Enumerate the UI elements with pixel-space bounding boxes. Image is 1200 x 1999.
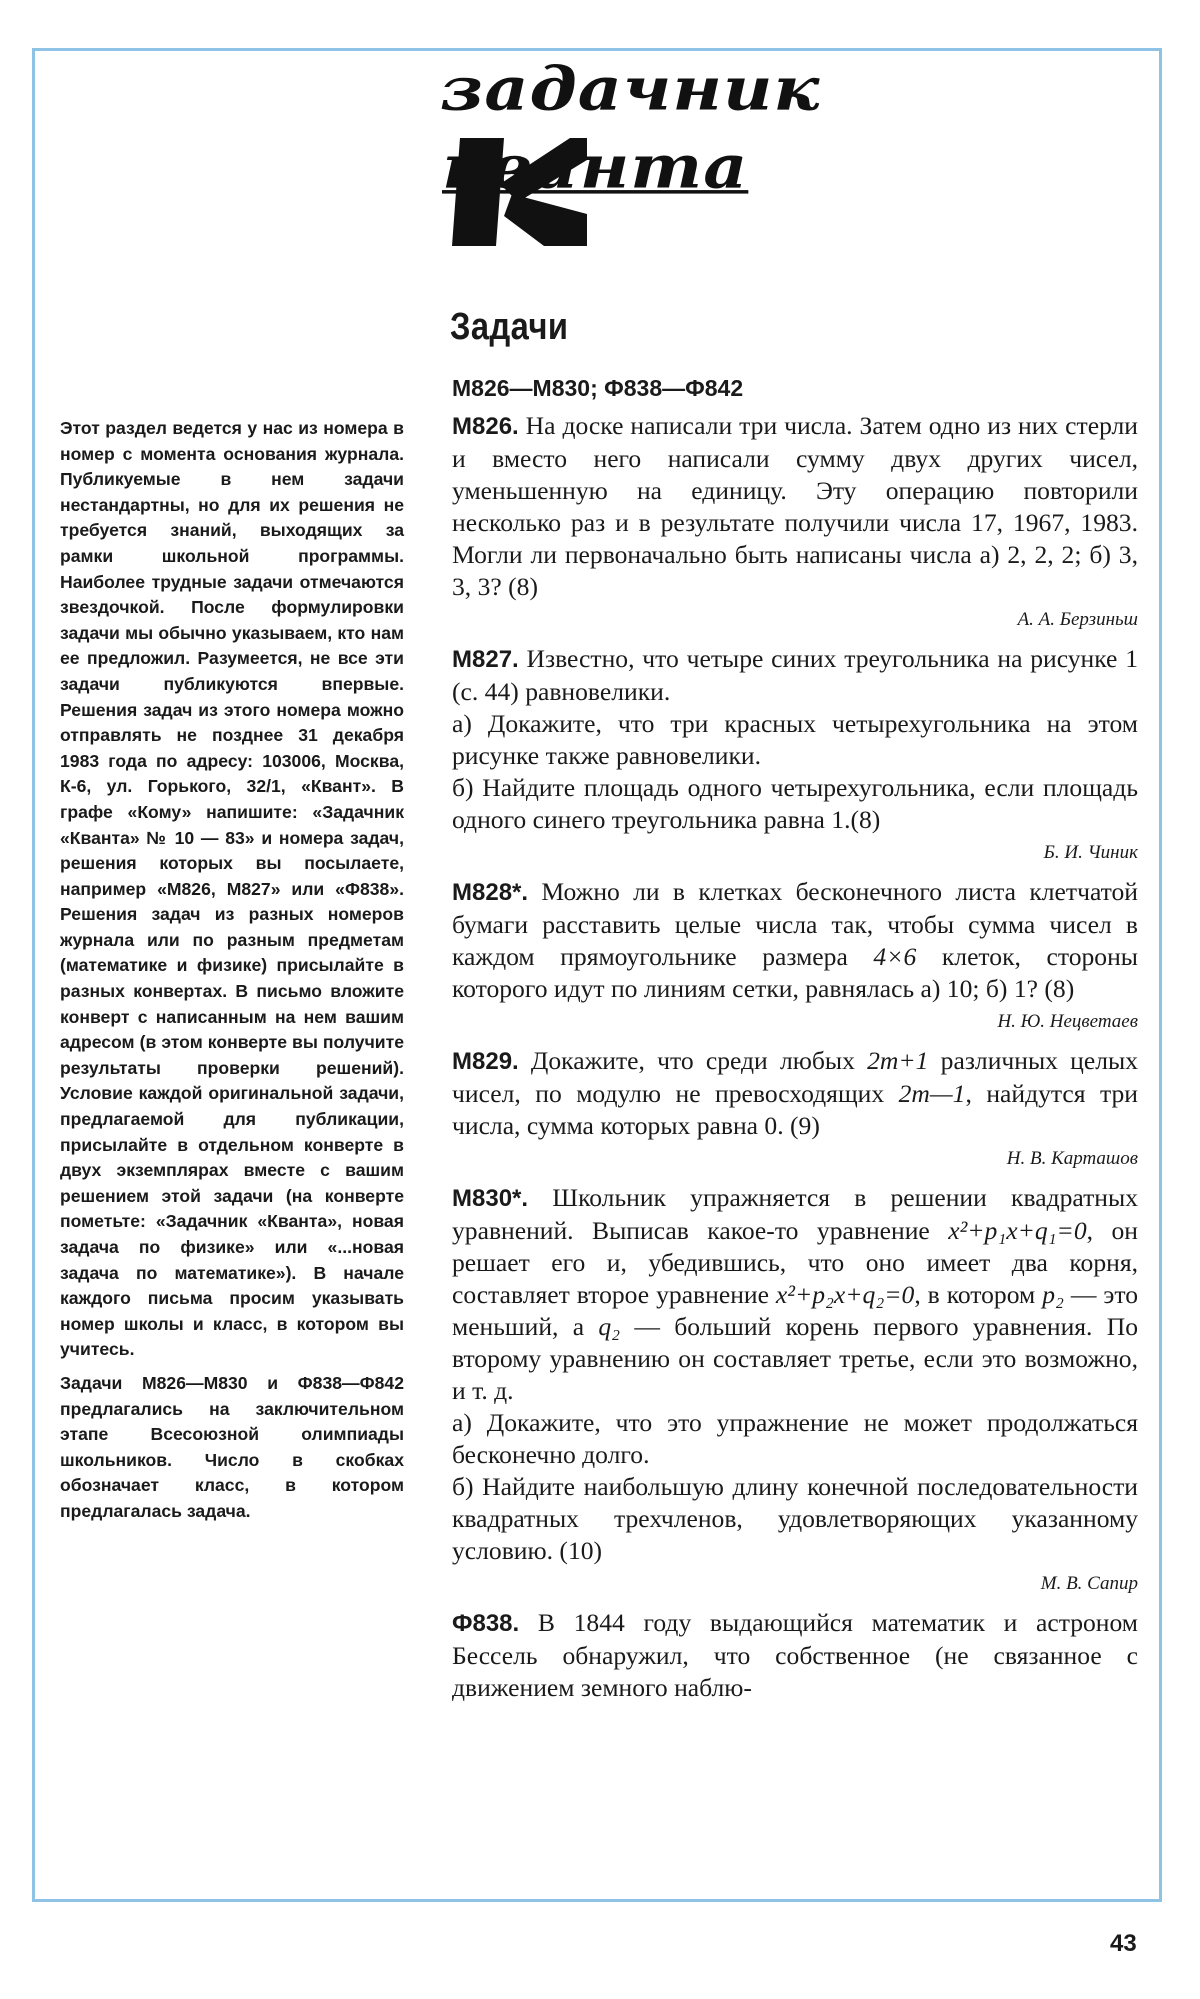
problem-number: М829. [452, 1048, 519, 1075]
problem-text: В 1844 году выдающийся математик и астроном Бессель обнаружил, что собственное (не связанное с движением земного наблю- [452, 1608, 1138, 1702]
problem-author: А. А. Берзиньш [1017, 609, 1138, 630]
problem-text: , найдутся три числа, сумма которых равна 0. (9) [452, 1079, 1139, 1140]
problem-text: различных целых чисел, по модулю не превосходящих [452, 1046, 1139, 1108]
problem-part-a: а) Докажите, что это упражнение не может продолжаться бесконечно долго. [452, 1408, 1138, 1469]
problem-number: М827. [452, 646, 519, 673]
problem-m830 [452, 1182, 1138, 1597]
problem-text: , в котором [914, 1280, 1043, 1309]
problem-text: — больший корень первого уравнения. По второму уравнению он составляет третье, если это возможно, и т. д. [452, 1312, 1138, 1405]
problem-m828 [452, 876, 1138, 1035]
problem-number: Ф838. [452, 1610, 520, 1637]
problem-part-b: б) Найдите площадь одного четырехугольника, если площадь одного синего треугольника равна 1.(8) [452, 773, 1138, 834]
problem-text: На доске написали три числа. Затем одно из них стерли и вместо него написали сумму двух других чисел, уменьшенную на единицу. Эту операцию повторили несколько раз и в результате получили числа 17, 1967, 1983. Могли ли первоначально быть написаны числа а) 2, 2, 2; б) 3, 3, 3? (8) [452, 411, 1138, 601]
math-expression: p₂ [1042, 1280, 1064, 1309]
problem-text: Докажите, что среди любых [518, 1046, 868, 1075]
problem-m826 [452, 410, 1138, 633]
problem-author: Н. В. Карташов [1006, 1148, 1138, 1169]
problem-m827 [452, 643, 1138, 866]
math-expression: q₂ [598, 1312, 621, 1341]
problem-text: Можно ли в клетках бесконечного листа клетчатой бумаги расставить целые числа так, чтобы сумма чисел в каждом прямоугольнике размера [452, 877, 1138, 971]
problem-m829 [452, 1045, 1138, 1172]
logo-line-2: кванта [442, 132, 749, 203]
problem-part-b: б) Найдите наибольшую длину конечной последовательности квадратных трехчленов, удовлетворяющих указанному условию. (10) [452, 1472, 1138, 1565]
problem-text: клеток, стороны которого идут по линиям сетки, равнялась а) 10; б) 1? (8) [452, 942, 1138, 1003]
problem-number: М830*. [452, 1185, 529, 1212]
problem-f838 [452, 1607, 1138, 1704]
math-expression: 2m+1 [867, 1046, 929, 1075]
math-expression: 4×6 [873, 942, 917, 971]
problem-range: М826—М830; Ф838—Ф842 [452, 375, 744, 401]
page-number: 43 [1110, 1930, 1137, 1957]
sidebar-note [60, 416, 404, 1525]
problem-text: Школьник упражняется в решении квадратных уравнений. Выписав какое-то уравнение [452, 1183, 1138, 1245]
sidebar-paragraph-1: Этот раздел ведется у нас из номера в номер с момента основания журнала. Публикуемые в нем задачи нестандартны, но для их решения не требуется знаний, выходящих за рамки школьной программы. Наиболее трудные задачи отмечаются звездочкой. После формулировки задачи мы обычно указываем, кто нам ее предложил. Разумеется, не все эти задачи публикуются впервые. Решения задач из этого номера можно отправлять не позднее 31 декабря 1983 года по адресу: 103006, Москва, К-6, ул. Горького, 32/1, «Квант». В графе «Кому» напишите: «Задачник «Кванта» № 10 — 83» и номера задач, решения которых вы посылаете, например «М826, М827» или «Ф838». Решения задач из разных номеров журнала или по разным предметам (математике и физике) присылайте в разных конвертах. В письмо вложите конверт с написанным на нем вашим адресом (в этом конверте вы получите результаты проверки решений). Условие каждой оригинальной задачи, предлагаемой для публикации, присылайте в отдельном конверте в двух экземплярах вместе с вашим решением этой задачи (на конверте пометьте: «Задачник «Кванта», новая задача по физике» или «...новая задача по математике»). В начале каждого письма просим указывать номер школы и класс, в котором вы учитесь. [60, 418, 404, 1360]
problems-column [452, 372, 1138, 1714]
problem-text: — это меньший, а [452, 1280, 1139, 1341]
problem-number: М828*. [452, 879, 529, 906]
problem-text: Известно, что четыре синих треугольника на рисунке 1 (с. 44) равновелики. [452, 644, 1138, 706]
section-title: Задачи [450, 306, 569, 348]
math-equation: x²+p₁x+q₁=0 [948, 1216, 1087, 1245]
problem-text: , он решает его и, убедившись, что оно имеет два корня, составляет второе уравнение [452, 1216, 1138, 1309]
math-equation: x²+p₂x+q₂=0 [775, 1280, 915, 1309]
sidebar-paragraph-2: Задачи М826—М830 и Ф838—Ф842 предлагались на заключительном этапе Всесоюзной олимпиады школьников. Число в скобках обозначает класс, в котором предлагалась задача. [60, 1372, 404, 1521]
problem-author: М. В. Сапир [1040, 1573, 1138, 1594]
problem-author: Б. И. Чиник [1043, 842, 1138, 863]
math-expression: 2m—1 [898, 1079, 966, 1108]
section-logo [440, 54, 860, 250]
problem-number: М826. [452, 413, 519, 440]
problem-author: Н. Ю. Нецветаев [997, 1011, 1138, 1032]
problem-part-a: а) Докажите, что три красных четырехугольника на этом рисунке также равновелики. [452, 709, 1138, 770]
logo-line-1: задачник [440, 54, 821, 125]
